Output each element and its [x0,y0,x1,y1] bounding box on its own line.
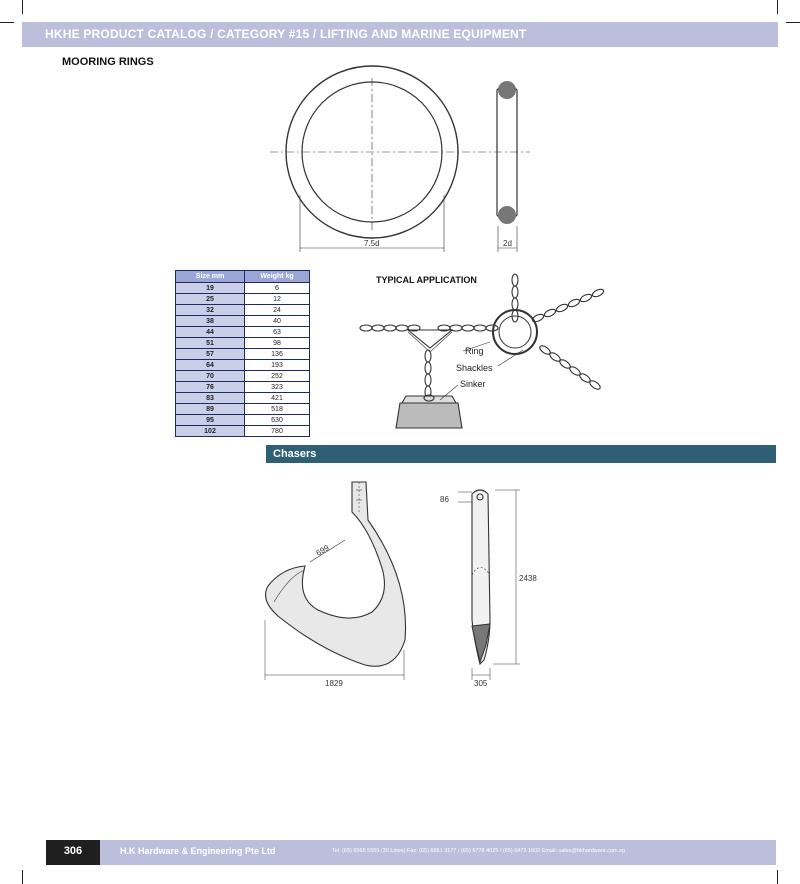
cell-weight: 323 [245,382,310,393]
cell-weight: 193 [245,360,310,371]
cell-weight: 98 [245,338,310,349]
cell-weight: 630 [245,415,310,426]
cell-size: 83 [176,393,245,404]
cell-size: 32 [176,305,245,316]
dim-thickness: 305 [474,679,488,688]
col-header-weight: Weight kg [245,271,310,283]
col-header-size: Size mm [176,271,245,283]
footer-company: H.K Hardware & Engineering Pte Ltd [120,846,276,856]
dim-width: 1829 [325,679,343,688]
cell-weight: 40 [245,316,310,327]
cell-size: 19 [176,283,245,294]
cell-weight: 421 [245,393,310,404]
header-title: HKHE PRODUCT CATALOG / CATEGORY #15 / LIFTING AND MARINE EQUIPMENT [45,27,527,41]
cell-size: 95 [176,415,245,426]
cell-size: 76 [176,382,245,393]
cell-size: 89 [176,404,245,415]
cell-weight: 12 [245,294,310,305]
typical-application-title: TYPICAL APPLICATION [376,275,477,285]
cell-size: 57 [176,349,245,360]
dim-slot: 86 [440,495,449,504]
footer-contact: Tel: (65) 6565 5555 (30 Lines) Fax: (65) 6861 3177 / (65) 6778 4025 / (65) 6473 1602 Email: sales@hkhardware.com.sg [332,848,625,854]
cell-weight: 252 [245,371,310,382]
dim-inner: 699 [314,543,331,558]
cell-weight: 518 [245,404,310,415]
hook-outline [266,482,406,666]
section-title: MOORING RINGS [62,56,154,68]
cell-weight: 136 [245,349,310,360]
cell-size: 70 [176,371,245,382]
ring-dim-diameter: 7.5d [364,239,380,248]
cell-weight: 63 [245,327,310,338]
cell-size: 38 [176,316,245,327]
page-number: 306 [63,845,83,857]
cell-size: 51 [176,338,245,349]
cell-size: 64 [176,360,245,371]
chasers-title: Chasers [273,448,317,460]
label-sinker: Sinker [460,379,486,389]
cell-size: 25 [176,294,245,305]
cell-size: 102 [176,426,245,437]
label-ring: Ring [465,346,484,356]
cell-weight: 6 [245,283,310,294]
cell-weight: 780 [245,426,310,437]
dim-height: 2438 [519,574,537,583]
cell-weight: 24 [245,305,310,316]
ring-dim-thickness: 2d [503,239,512,248]
cell-size: 44 [176,327,245,338]
label-shackles: Shackles [456,363,493,373]
